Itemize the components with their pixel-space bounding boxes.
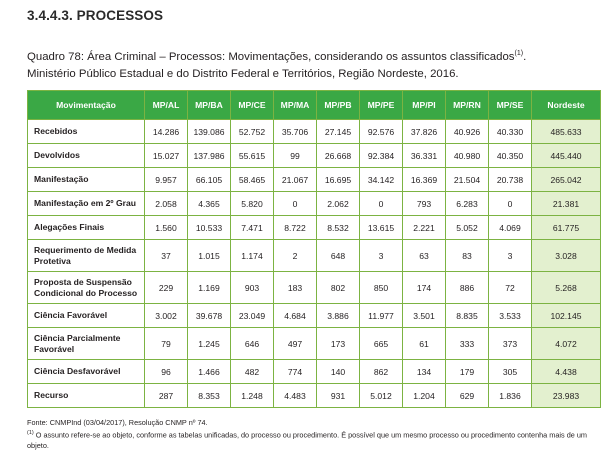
total-cell: 485.633 (532, 120, 601, 144)
table-cell: 183 (274, 272, 317, 304)
table-cell: 66.105 (188, 168, 231, 192)
row-label: Ciência Desfavorável (28, 360, 145, 384)
table-cell: 1.248 (231, 384, 274, 408)
total-cell: 4.438 (532, 360, 601, 384)
table-cell: 793 (403, 192, 446, 216)
table-cell: 92.576 (360, 120, 403, 144)
table-cell: 2.058 (145, 192, 188, 216)
table-cell: 9.957 (145, 168, 188, 192)
table-cell: 1.174 (231, 240, 274, 272)
table-cell: 903 (231, 272, 274, 304)
table-header-row (28, 91, 601, 120)
table-cell: 0 (274, 192, 317, 216)
table-cell: 850 (360, 272, 403, 304)
table-cell: 931 (317, 384, 360, 408)
table-cell: 4.069 (489, 216, 532, 240)
row-label: Manifestação em 2º Grau (28, 192, 145, 216)
table-row (28, 192, 601, 216)
caption-footnote-ref: (1) (514, 50, 524, 57)
table-cell: 40.350 (489, 144, 532, 168)
table-row (28, 240, 601, 272)
table-row (28, 304, 601, 328)
table-cell: 4.365 (188, 192, 231, 216)
table-cell: 5.012 (360, 384, 403, 408)
table-cell: 3.886 (317, 304, 360, 328)
table-cell: 482 (231, 360, 274, 384)
table-cell: 140 (317, 360, 360, 384)
footnote-1-marker: (1) (27, 430, 34, 436)
table-cell: 646 (231, 328, 274, 360)
table-cell: 8.835 (446, 304, 489, 328)
table-cell: 862 (360, 360, 403, 384)
row-label: Ciência Parcialmente Favorável (28, 328, 145, 360)
table-row (28, 384, 601, 408)
table-cell: 8.722 (274, 216, 317, 240)
caption-line-1-end: . (523, 50, 527, 63)
column-header: MP/PI (403, 91, 446, 120)
table-cell: 134 (403, 360, 446, 384)
table-cell: 1.204 (403, 384, 446, 408)
table-cell: 63 (403, 240, 446, 272)
column-header: MP/RN (446, 91, 489, 120)
table-cell: 16.369 (403, 168, 446, 192)
total-cell: 3.028 (532, 240, 601, 272)
table-cell: 21.504 (446, 168, 489, 192)
footnote-1-text: O assunto refere-se ao objeto, conforme as tabelas unificadas, do processo ou procedimento. É possível que um mesmo processo ou procedimento contenha mais de um objeto. (27, 430, 587, 451)
total-cell: 4.072 (532, 328, 601, 360)
row-label: Alegações Finais (28, 216, 145, 240)
table-cell: 55.615 (231, 144, 274, 168)
table-cell: 13.615 (360, 216, 403, 240)
table-cell: 1.836 (489, 384, 532, 408)
table-row (28, 272, 601, 304)
table-row (28, 144, 601, 168)
column-header: MP/PE (360, 91, 403, 120)
table-cell: 802 (317, 272, 360, 304)
table-cell: 5.820 (231, 192, 274, 216)
caption-line-2: Ministério Público Estadual e do Distrito Federal e Territórios, Região Nordeste, 2016. (27, 67, 459, 80)
total-cell: 23.983 (532, 384, 601, 408)
table-cell: 1.245 (188, 328, 231, 360)
column-header: MP/AL (145, 91, 188, 120)
table-cell: 886 (446, 272, 489, 304)
table-cell: 174 (403, 272, 446, 304)
column-header: MP/MA (274, 91, 317, 120)
row-label: Ciência Favorável (28, 304, 145, 328)
row-label: Recurso (28, 384, 145, 408)
table-cell: 35.706 (274, 120, 317, 144)
table-cell: 14.286 (145, 120, 188, 144)
processos-table (27, 90, 601, 408)
row-label: Devolvidos (28, 144, 145, 168)
table-cell: 229 (145, 272, 188, 304)
table-cell: 40.980 (446, 144, 489, 168)
table-cell: 0 (489, 192, 532, 216)
table-cell: 6.283 (446, 192, 489, 216)
table-cell: 173 (317, 328, 360, 360)
table-cell: 20.738 (489, 168, 532, 192)
table-cell: 629 (446, 384, 489, 408)
table-cell: 665 (360, 328, 403, 360)
table-cell: 3.501 (403, 304, 446, 328)
table-cell: 3.002 (145, 304, 188, 328)
table-cell: 2 (274, 240, 317, 272)
table-cell: 1.169 (188, 272, 231, 304)
table-cell: 79 (145, 328, 188, 360)
table-cell: 1.015 (188, 240, 231, 272)
column-header: Movimentação (28, 91, 145, 120)
table-cell: 39.678 (188, 304, 231, 328)
table-cell: 2.062 (317, 192, 360, 216)
table-cell: 2.221 (403, 216, 446, 240)
column-header: MP/PB (317, 91, 360, 120)
table-row (28, 168, 601, 192)
table-cell: 3.533 (489, 304, 532, 328)
table-cell: 58.465 (231, 168, 274, 192)
column-header: MP/CE (231, 91, 274, 120)
table-cell: 92.384 (360, 144, 403, 168)
row-label: Requerimento de Medida Protetiva (28, 240, 145, 272)
total-cell: 61.775 (532, 216, 601, 240)
table-cell: 7.471 (231, 216, 274, 240)
table-cell: 305 (489, 360, 532, 384)
table-cell: 52.752 (231, 120, 274, 144)
table-cell: 72 (489, 272, 532, 304)
table-cell: 3 (489, 240, 532, 272)
row-label: Manifestação (28, 168, 145, 192)
caption-line-1: Quadro 78: Área Criminal – Processos: Movimentações, considerando os assuntos classificados (27, 50, 515, 63)
table-cell: 3 (360, 240, 403, 272)
column-header: MP/SE (489, 91, 532, 120)
table-cell: 99 (274, 144, 317, 168)
table-cell: 40.330 (489, 120, 532, 144)
footnote-1 (27, 428, 602, 451)
total-cell: 445.440 (532, 144, 601, 168)
table-cell: 4.483 (274, 384, 317, 408)
table-cell: 15.027 (145, 144, 188, 168)
table-cell: 27.145 (317, 120, 360, 144)
table-cell: 8.353 (188, 384, 231, 408)
table-cell: 37.826 (403, 120, 446, 144)
table-row (28, 328, 601, 360)
table-cell: 23.049 (231, 304, 274, 328)
table-cell: 96 (145, 360, 188, 384)
table-cell: 26.668 (317, 144, 360, 168)
table-cell: 333 (446, 328, 489, 360)
table-cell: 179 (446, 360, 489, 384)
table-cell: 10.533 (188, 216, 231, 240)
section-title: 3.4.4.3. PROCESSOS (27, 8, 164, 23)
table-cell: 648 (317, 240, 360, 272)
row-label: Proposta de Suspensão Condicional do Processo (28, 272, 145, 304)
table-cell: 774 (274, 360, 317, 384)
table-cell: 0 (360, 192, 403, 216)
table-caption (27, 45, 607, 83)
table-cell: 83 (446, 240, 489, 272)
table-row (28, 120, 601, 144)
table-row (28, 360, 601, 384)
table-cell: 1.466 (188, 360, 231, 384)
table-cell: 4.684 (274, 304, 317, 328)
table-cell: 1.560 (145, 216, 188, 240)
table-cell: 40.926 (446, 120, 489, 144)
total-cell: 265.042 (532, 168, 601, 192)
table-cell: 497 (274, 328, 317, 360)
table-cell: 36.331 (403, 144, 446, 168)
table-cell: 61 (403, 328, 446, 360)
table-cell: 5.052 (446, 216, 489, 240)
table-cell: 16.695 (317, 168, 360, 192)
source-note: Fonte: CNMPInd (03/04/2017), Resolução CNMP nº 74. (27, 418, 208, 427)
row-label: Recebidos (28, 120, 145, 144)
table-cell: 137.986 (188, 144, 231, 168)
table-cell: 373 (489, 328, 532, 360)
table-cell: 34.142 (360, 168, 403, 192)
total-cell: 21.381 (532, 192, 601, 216)
table-cell: 8.532 (317, 216, 360, 240)
total-cell: 5.268 (532, 272, 601, 304)
table-row (28, 216, 601, 240)
footnotes (27, 417, 602, 451)
table-cell: 139.086 (188, 120, 231, 144)
table-cell: 11.977 (360, 304, 403, 328)
table-cell: 287 (145, 384, 188, 408)
table-cell: 21.067 (274, 168, 317, 192)
column-header: Nordeste (532, 91, 601, 120)
table-cell: 37 (145, 240, 188, 272)
column-header: MP/BA (188, 91, 231, 120)
total-cell: 102.145 (532, 304, 601, 328)
